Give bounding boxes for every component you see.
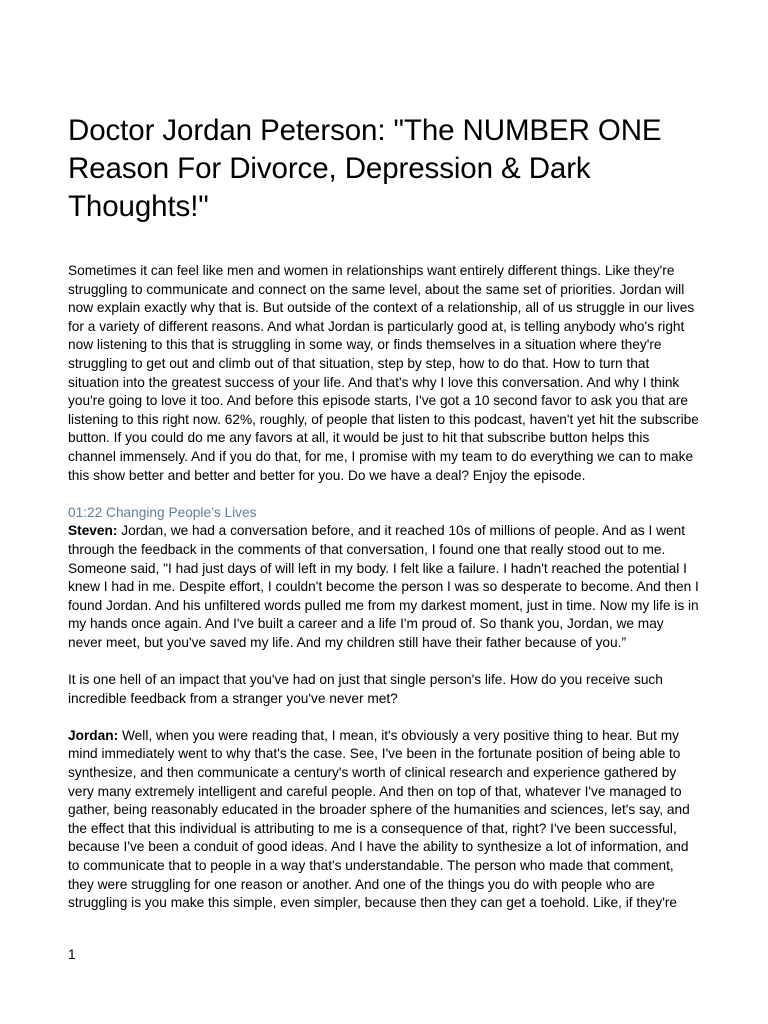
intro-paragraph: Sometimes it can feel like men and women in relationships want entirely different things. Like they're struggling to communicate and connect on the same level, about the same set of priorities. Jordan will now explain exactly why that is. But outside of the context of a relationship, all of us struggle in our lives for a variety of different reasons. And what Jordan is particularly good at, is telling anybody who's right now listening to this that is struggling in some way, or finds themselves in a situation where they're struggling to get out and climb out of that situation, step by step, how to do that. How to turn that situation into the greatest success of your life. And that's why I love this conversation. And why I think you're going to love it too. And before this episode starts, I've got a 10 second favor to ask you that are listening to this right now. 62%, roughly, of people that listen to this podcast, haven't yet hit the subscribe button. If you could do me any favors at all, it would be just to hit that subscribe button helps this channel immensely. And if you do that, for me, I promise with my team to do everything we can to make this show better and better and better for you. Do we have a deal? Enjoy the episode.: [68, 263, 699, 483]
steven-text: Jordan, we had a conversation before, and it reached 10s of millions of people. And as I went through the feedback in the comments of that conversation, I found one that really stood out to me. Someone said, "I had just days of will left in my body. I felt like a failure. I hadn't reached the potential I knew I had in me. Despite effort, I couldn't become the person I was so desperate to become. And then I found Jordan. And his unfiltered words pulled me from my darkest moment, just in time. Now my life is in my hands once again. And I've built a career and a life I'm proud of. So thank you, Jordan, we may never meet, but you've saved my life. And my children still have their father because of you.”: [68, 523, 699, 650]
jordan-text: Well, when you were reading that, I mean, it's obviously a very positive thing to hear. But my mind immediately went to why that's the case. See, I've been in the fortunate position of being able to synthesize, and then communicate a century's worth of clinical research and experience gathered by very many extremely intelligent and careful people. And then on top of that, whatever I've managed to gather, being reasonably educated in the broader sphere of the humanities and sciences, let's say, and the effect that this individual is attributing to me is a consequence of that, right? I've been successful, because I've been a conduit of good ideas. And I have the ability to synthesize a lot of information, and to communicate that to people in a way that's understandable. The person who made that comment, they were struggling for one reason or another. And one of the things you do with people who are struggling is you make this simple, even simpler, because then they can get a toehold. Like, if they're: [68, 727, 690, 911]
page-number: 1: [68, 947, 76, 962]
document-title: Doctor Jordan Peterson: "The NUMBER ONE Reason For Divorce, Depression & Dark Thoughts!": [68, 114, 662, 223]
steven-paragraph: [68, 522, 700, 652]
document-page: [68, 112, 700, 931]
jordan-paragraph: [68, 727, 700, 913]
speaker-label-steven: Steven:: [68, 523, 118, 539]
speaker-label-jordan: Jordan:: [68, 727, 119, 743]
steven-followup-paragraph: It is one hell of an impact that you've had on just that single person's life. How do you receive such incredible feedback from a stranger you've never met?: [68, 672, 663, 706]
section-heading: 01:22 Changing People’s Lives: [68, 504, 257, 520]
